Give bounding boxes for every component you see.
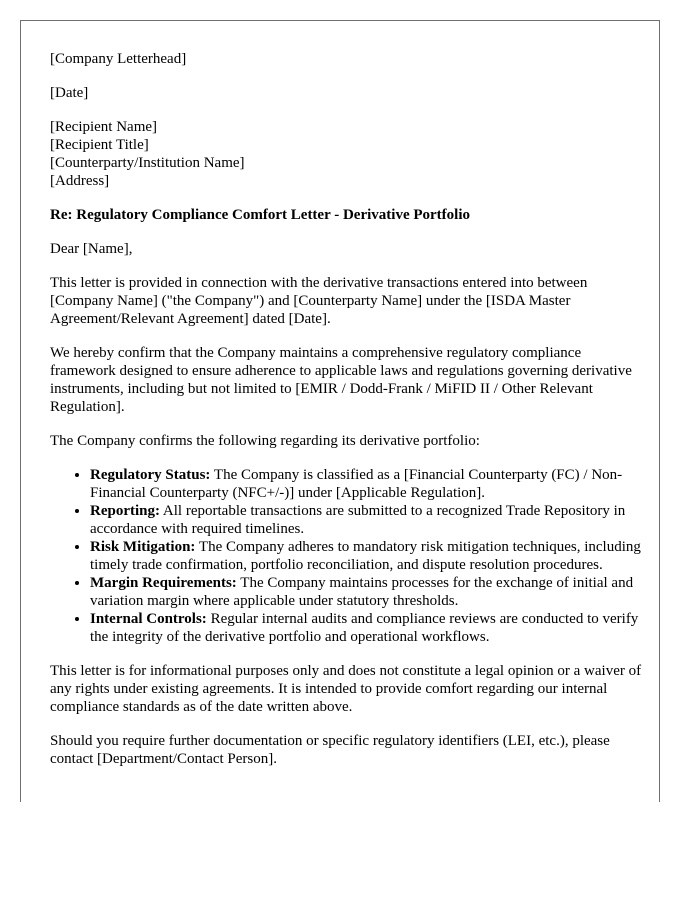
salutation: Dear [Name],	[50, 241, 133, 257]
list-item-label: Reporting:	[90, 503, 160, 519]
compliance-list	[50, 466, 650, 646]
list-item-risk-mitigation	[90, 538, 650, 574]
recipient-title: [Recipient Title]	[50, 137, 149, 153]
list-item-internal-controls	[90, 610, 650, 646]
list-item-reporting	[90, 502, 650, 538]
list-item-text: Regular internal audits and compliance reviews are conducted to verify the integrity of the derivative portfolio and operational workflows.	[90, 611, 639, 645]
list-item-label: Risk Mitigation:	[90, 539, 196, 555]
list-item-label: Internal Controls:	[90, 611, 207, 627]
list-item-text: The Company maintains processes for the exchange of initial and variation margin where applicable under statutory thresholds.	[90, 575, 634, 609]
list-item-text: All reportable transactions are submitted to a recognized Trade Repository in accordance with required timelines.	[90, 503, 626, 537]
recipient-name: [Recipient Name]	[50, 119, 158, 135]
list-item-label: Margin Requirements:	[90, 575, 237, 591]
list-item-text: The Company adheres to mandatory risk mitigation techniques, including timely trade confirmation, portfolio reconciliation, and dispute resolution procedures.	[90, 539, 641, 573]
subject-line: Re: Regulatory Compliance Comfort Letter - Derivative Portfolio	[50, 207, 470, 223]
list-item-regulatory-status	[90, 466, 650, 502]
letterhead: [Company Letterhead]	[50, 51, 187, 67]
portfolio-intro-paragraph: The Company confirms the following regarding its derivative portfolio:	[50, 433, 480, 449]
disclaimer-paragraph: This letter is for informational purposes only and does not constitute a legal opinion or a waiver of any rights under existing agreements. It is intended to provide comfort regarding our internal compliance standards as of the date written above.	[50, 663, 642, 715]
confirmation-paragraph: We hereby confirm that the Company maintains a comprehensive regulatory compliance framework designed to ensure adherence to applicable laws and regulations governing derivative instruments, including but not limited to [EMIR / Dodd-Frank / MiFID II / Other Relevant Regulation].	[50, 345, 632, 415]
list-item-text: The Company is classified as a [Financial Counterparty (FC) / Non-Financial Counterparty (NFC+/-)] under [Applicable Regulation].	[90, 467, 623, 501]
letter-content	[50, 50, 650, 784]
recipient-address: [Address]	[50, 173, 110, 189]
list-item-label: Regulatory Status:	[90, 467, 211, 483]
recipient-institution: [Counterparty/Institution Name]	[50, 155, 245, 171]
intro-paragraph: This letter is provided in connection with the derivative transactions entered into between [Company Name] ("the Company") and [Counterparty Name] under the [ISDA Master Agreement/Relevant Agreement] dated [Date].	[50, 275, 588, 327]
list-item-margin-requirements	[90, 574, 650, 610]
contact-paragraph: Should you require further documentation or specific regulatory identifiers (LEI, etc.), please contact [Department/Contact Person].	[50, 733, 610, 767]
letter-page	[20, 20, 660, 802]
letter-date: [Date]	[50, 85, 89, 101]
recipient-block	[50, 118, 650, 190]
